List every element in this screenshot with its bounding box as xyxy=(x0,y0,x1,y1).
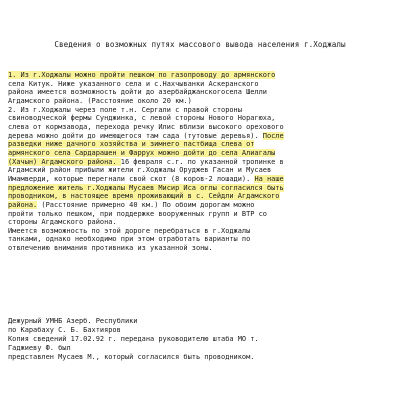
body-text-run: танками, однако необходимо при этом отработать варианты по xyxy=(8,235,251,244)
body-line xyxy=(8,71,398,80)
body-text-run: пройти только пешком, при поддержке вооруженных групп и ВТР со xyxy=(8,209,267,218)
document-title: Сведения о возможных путях массового вывода населения г.Ходжалы xyxy=(54,40,346,49)
highlighted-text: После xyxy=(262,131,284,140)
footer-line: Копия сведений 17.02.92 г. передана руководителю штаба МО т. xyxy=(8,335,259,344)
body-line xyxy=(8,227,398,236)
body-line xyxy=(8,218,398,227)
highlighted-text: армянского села Сардарашен и Фаррух можно дойти до села Алиагалы xyxy=(8,148,276,157)
footer-line: Дежурный УМНБ Азерб. Республики xyxy=(8,317,138,325)
body-line xyxy=(8,244,398,253)
body-line xyxy=(8,184,398,193)
body-text-run: Агдамский район прибыли жители г.Ходжалы Оруджев Гасан и Мусаев xyxy=(8,166,272,175)
highlighted-text: (Хачын) Агдамского района. xyxy=(8,157,121,166)
body-line xyxy=(8,88,398,97)
body-line xyxy=(8,140,398,149)
body-text-run: Имамверди, которые перегнали свой скот (8 коров-2 лошади). xyxy=(8,174,255,183)
body-text-run: района имеется возможность дойти до азербайджанскогосела Шелли xyxy=(8,88,267,97)
body-line xyxy=(8,97,398,106)
body-text-run: села Китук. Ниже указанного села и с.Нахчыванки Аскеранского xyxy=(8,79,259,88)
highlighted-text: На наше xyxy=(254,174,284,183)
body-text-run: (Расстояние примерно 40 км.) По обоим дорогам можно xyxy=(37,200,255,209)
body-line xyxy=(8,149,398,158)
body-line xyxy=(8,210,398,219)
document-footer xyxy=(8,317,398,362)
body-text-run: Агдамского района. (Расстояние около 20 км.) xyxy=(8,96,192,105)
footer-line: Гаджиеву Ф. был xyxy=(8,344,71,353)
body-text-run: 2. Из г.Ходжалы через поле т.н. Сергали с правой стороны xyxy=(8,105,242,114)
highlighted-text: предложение житель г.Ходжалы Мусаев Мисир Иса оглы согласился быть xyxy=(8,183,284,192)
body-line xyxy=(8,123,398,132)
footer-line: представлен Мусаев М., который согласился быть проводником. xyxy=(8,353,255,362)
highlighted-text: района. xyxy=(8,200,38,209)
highlighted-text: проводником, в настоящее время проживающий в с. Сейдли Агдамского xyxy=(8,192,280,201)
body-text-run: дерева можно дойти до имеющегося там сада (тутовые деревья). xyxy=(8,131,263,140)
highlighted-text: разведки ниже дачного хозяйства и зимнего пастбища слева от xyxy=(8,140,255,149)
document-body xyxy=(8,71,398,253)
body-line xyxy=(8,192,398,201)
body-line xyxy=(8,132,398,141)
body-line xyxy=(8,166,398,175)
body-line xyxy=(8,201,398,210)
body-line xyxy=(8,235,398,244)
body-text-run: 16 февраля с.г. по указанной тропинке в xyxy=(120,157,284,166)
body-line xyxy=(8,114,398,123)
body-text-run: свиноводческой фермы Сунджинка, с левой стороны Нового Норагюха, xyxy=(8,114,276,123)
body-text-run: Имеется возможность по этой дороге перебраться в г.Ходжалы xyxy=(8,226,251,235)
highlighted-text: 1. Из г.Ходжалы можно пройти пешком по газопроводу до армянского xyxy=(8,71,276,79)
body-line xyxy=(8,175,398,184)
body-text-run: стороны Агдамского района. xyxy=(8,218,117,227)
body-text-run: отвлечению внимания противника из указанной зоны. xyxy=(8,244,213,253)
footer-line: по Карабаху С. Б. Бахтияров xyxy=(8,326,121,335)
body-line xyxy=(8,158,398,167)
body-text-run: слева от кормзавода, перехода речку Илис вблизи высокого орехового xyxy=(8,122,284,131)
body-line xyxy=(8,80,398,89)
body-line xyxy=(8,106,398,115)
